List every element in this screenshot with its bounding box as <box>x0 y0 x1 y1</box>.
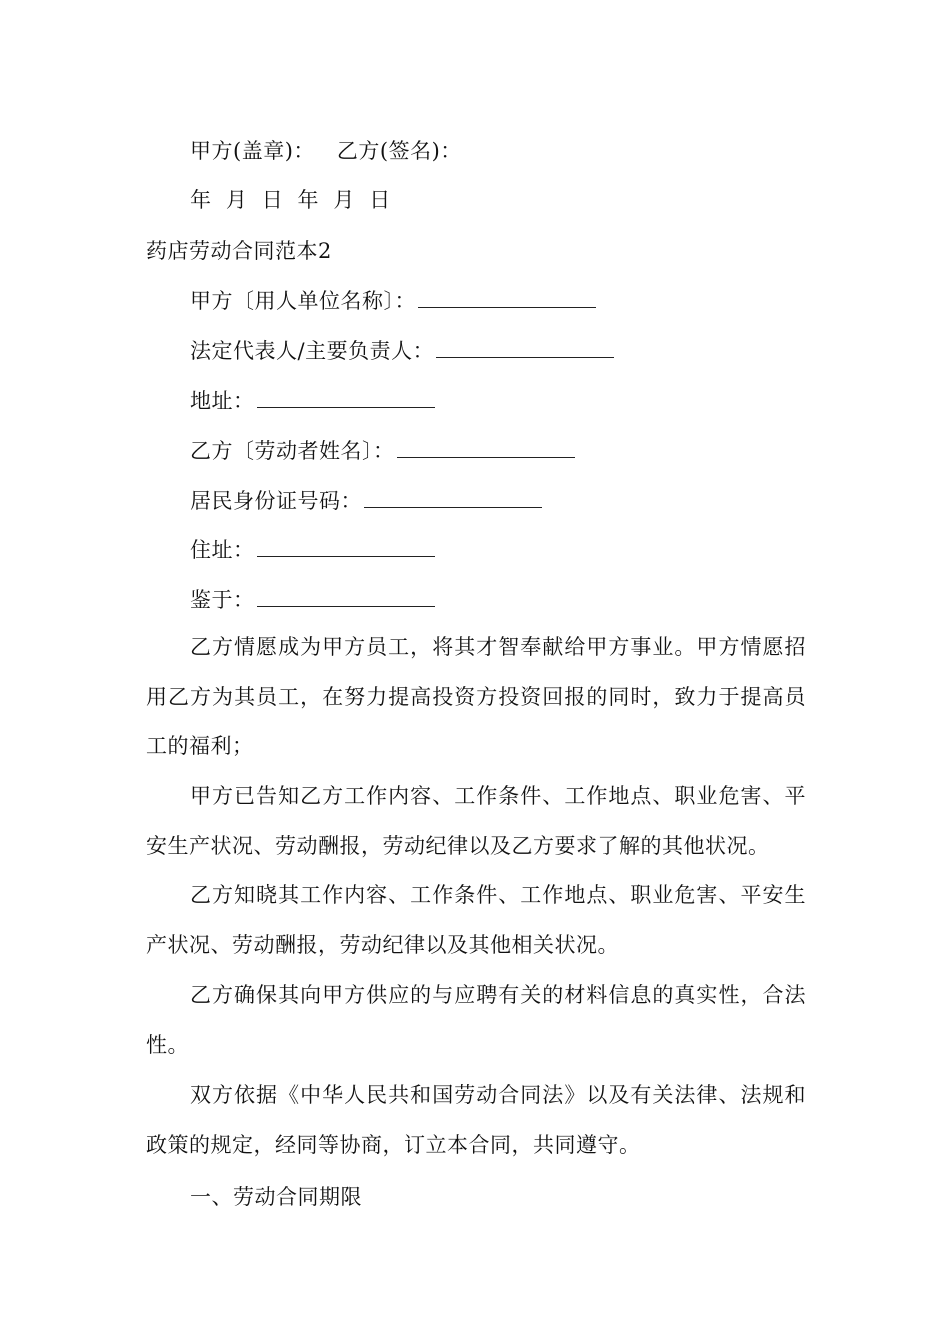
field-address <box>190 387 435 415</box>
field-employee-name <box>190 437 575 465</box>
field-employer-name <box>190 287 596 315</box>
fill-in-blank[interactable] <box>418 289 596 308</box>
field-label: 居民身份证号码： <box>190 489 362 513</box>
field-residence <box>190 536 435 564</box>
fill-in-blank[interactable] <box>436 339 614 358</box>
paragraph-authenticity: 乙方确保其向甲方供应的与应聘有关的材料信息的真实性，合法性。 <box>146 983 806 1057</box>
field-legal-representative <box>190 337 614 365</box>
signature-date-line: 年 月 日 年 月 日 <box>190 188 391 212</box>
paragraph-legal-basis: 双方依据《中华人民共和国劳动合同法》以及有关法律、法规和政策的规定，经同等协商，订立本合同，共同遵守。 <box>146 1083 806 1157</box>
fill-in-blank[interactable] <box>397 439 575 458</box>
paragraph-employer-disclosure: 甲方已告知乙方工作内容、工作条件、工作地点、职业危害、平安生产状况、劳动酬报，劳动纪律以及乙方要求了解的其他状况。 <box>146 784 806 858</box>
fill-in-blank[interactable] <box>364 489 542 508</box>
field-whereas <box>190 586 435 614</box>
paragraph-employee-acknowledgement: 乙方知晓其工作内容、工作条件、工作地点、职业危害、平安生产状况、劳动酬报，劳动纪律以及其他相关状况。 <box>146 883 806 957</box>
field-label: 乙方〔劳动者姓名〕： <box>190 439 395 463</box>
section-heading: 一、劳动合同期限 <box>190 1185 362 1209</box>
fill-in-blank[interactable] <box>257 538 435 557</box>
field-label: 住址： <box>190 538 255 562</box>
field-label: 鉴于： <box>190 588 255 612</box>
field-id-number <box>190 487 542 515</box>
fill-in-blank[interactable] <box>257 588 435 607</box>
signature-line <box>190 137 462 165</box>
fill-in-blank[interactable] <box>257 389 435 408</box>
field-label: 地址： <box>190 389 255 413</box>
field-label: 甲方〔用人单位名称〕： <box>190 289 416 313</box>
document-title: 药店劳动合同范本2 <box>146 239 332 263</box>
party-a-seal-label: 甲方(盖章)： <box>190 139 315 163</box>
paragraph-intent: 乙方情愿成为甲方员工，将其才智奉献给甲方事业。甲方情愿招用乙方为其员工，在努力提高投资方投资回报的同时，致力于提高员工的福利； <box>146 635 806 758</box>
field-label: 法定代表人/主要负责人： <box>190 339 435 363</box>
party-b-sign-label: 乙方(签名)： <box>336 139 462 163</box>
